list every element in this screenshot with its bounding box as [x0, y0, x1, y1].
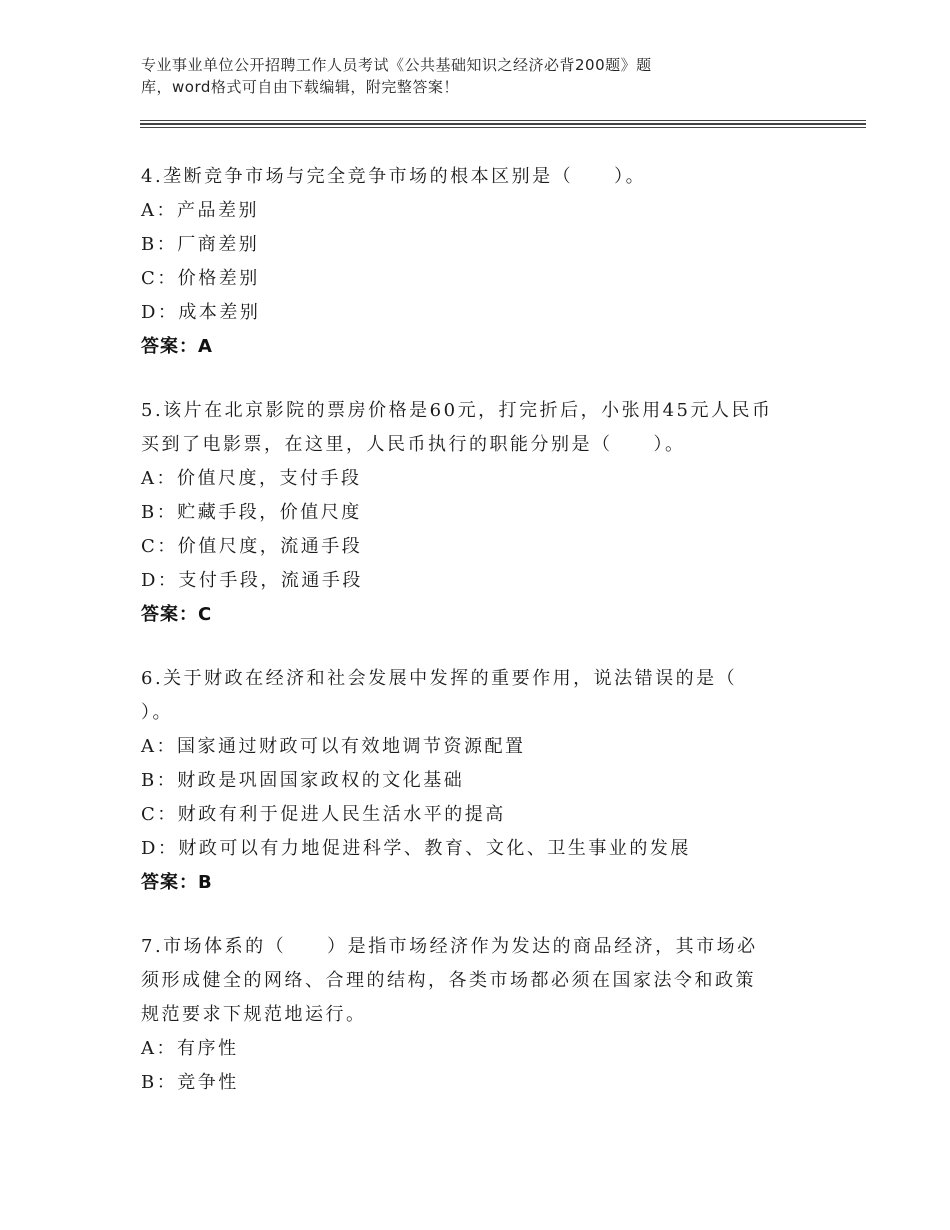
option-d: D：财政可以有力地促进科学、教育、文化、卫生事业的发展: [141, 838, 691, 859]
option-d: D：支付手段，流通手段: [141, 570, 363, 591]
header-divider: [140, 127, 866, 128]
question-item: [141, 662, 821, 900]
question-line: 5.该片在北京影院的票房价格是60元，打完折后，小张用45元人民币: [141, 400, 773, 421]
option-b: B：竞争性: [141, 1072, 239, 1093]
question-line: ）。: [141, 702, 173, 723]
header-divider: [140, 123, 866, 125]
option-a: A：有序性: [141, 1038, 239, 1059]
option-a: A：价值尺度，支付手段: [141, 468, 362, 489]
header-title-line: 库，word格式可自由下载编辑，附完整答案！: [141, 78, 459, 96]
question-text: [141, 930, 821, 1032]
question-text: [141, 662, 821, 730]
question-line: 6.关于财政在经济和社会发展中发挥的重要作用，说法错误的是（: [141, 668, 738, 689]
question-item: [141, 394, 821, 632]
header-divider: [140, 120, 866, 121]
option-d: D：成本差别: [141, 302, 261, 323]
option-c: C：价格差别: [141, 268, 260, 289]
answer-label: 答案：A: [141, 336, 213, 357]
question-line: 规范要求下规范地运行。: [141, 1004, 367, 1025]
option-a: A：国家通过财政可以有效地调节资源配置: [141, 736, 526, 757]
question-line: 4.垄断竞争市场与完全竞争市场的根本区别是（ ）。: [141, 166, 647, 187]
question-line: 买到了电影票，在这里，人民币执行的职能分别是（ ）。: [141, 434, 686, 455]
document-header: [141, 54, 861, 98]
answer-label: 答案：B: [141, 872, 213, 893]
question-item: [141, 930, 821, 1100]
question-text: [141, 394, 821, 462]
option-b: B：贮藏手段，价值尺度: [141, 502, 362, 523]
question-text: [141, 160, 821, 194]
option-b: B：厂商差别: [141, 234, 260, 255]
option-c: C：价值尺度，流通手段: [141, 536, 363, 557]
option-b: B：财政是巩固国家政权的文化基础: [141, 770, 465, 791]
question-list: [141, 160, 821, 1130]
question-line: 须形成健全的网络、合理的结构，各类市场都必须在国家法令和政策: [141, 970, 756, 991]
question-item: [141, 160, 821, 364]
option-c: C：财政有利于促进人民生活水平的提高: [141, 804, 506, 825]
question-line: 7.市场体系的（ ）是指市场经济作为发达的商品经济，其市场必: [141, 936, 758, 957]
option-a: A：产品差别: [141, 200, 259, 221]
header-title-line: 专业事业单位公开招聘工作人员考试《公共基础知识之经济必背200题》题: [141, 56, 652, 74]
answer-label: 答案：C: [141, 604, 213, 625]
